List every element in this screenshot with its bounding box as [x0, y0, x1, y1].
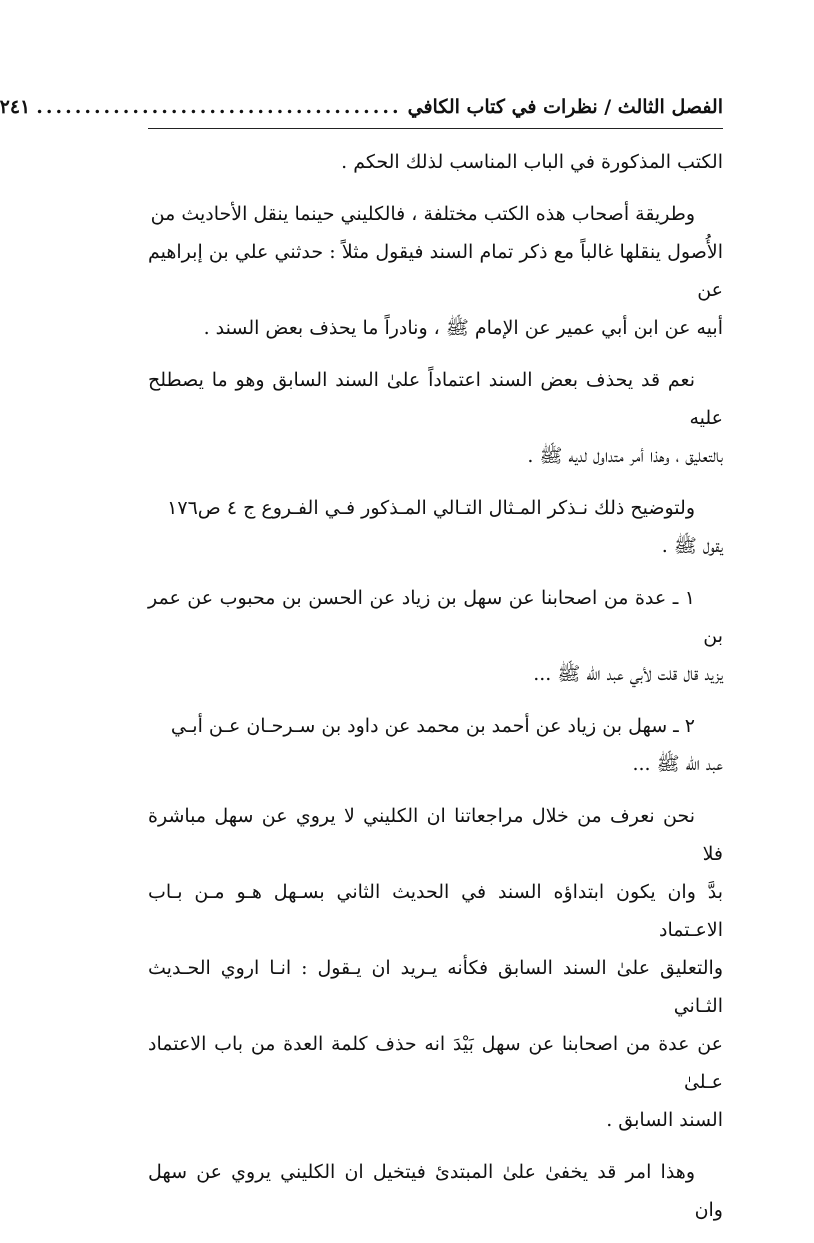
chapter-title: الفصل الثالث / نظرات في كتاب الكافي — [407, 96, 723, 118]
paragraph — [148, 707, 723, 783]
paragraph — [148, 489, 723, 565]
line-text: نحن نعرف من خلال مراجعاتنا ان الكليني لا يروي عن سهل مباشرة فلا — [148, 805, 723, 865]
line-text: والتعليق علىٰ السند السابق فكأنه يـريد ان يـقول : انـا اروي الحـديث الثـاني — [148, 957, 723, 1017]
line-text: يقول ﷺ . — [661, 535, 723, 557]
line-text: نعم قد يحذف بعض السند اعتماداً علىٰ السند السابق وهو ما يصطلح عليه — [148, 369, 723, 429]
text-line — [148, 797, 723, 873]
line-text: وهذا امر قد يخفىٰ علىٰ المبتدئ فيتخيل ان الكليني يروي عن سهل وان — [148, 1161, 723, 1221]
text-line — [148, 949, 723, 1025]
text-line — [148, 1101, 723, 1139]
text-line — [148, 361, 723, 437]
text-line — [148, 143, 723, 181]
paragraph — [148, 195, 723, 347]
line-text: يزيد قال قلت لأبي عبد الله ﷺ ... — [533, 663, 723, 685]
body-text — [148, 143, 723, 1229]
line-text: السند السابق . — [606, 1109, 723, 1131]
line-text: الكتب المذكورة في الباب المناسب لذلك الحكم . — [341, 151, 723, 173]
leader-dots: ...................................... — [36, 96, 402, 118]
text-line — [148, 527, 723, 565]
line-text: بالتعليق ، وهذا أمر متداول لديه ﷺ . — [527, 445, 723, 467]
line-text: ١ ـ عدة من اصحابنا عن سهل بن زياد عن الحسن بن محبوب عن عمر بن — [148, 587, 723, 647]
text-line — [148, 195, 723, 233]
text-line — [148, 655, 723, 693]
text-line — [148, 1025, 723, 1101]
paragraph — [148, 579, 723, 693]
paragraph — [148, 361, 723, 475]
line-text: الأُصول ينقلها غالباً مع ذكر تمام السند فيقول مثلاً : حدثني علي بن إبراهيم عن — [148, 241, 723, 301]
line-text: وطريقة أصحاب هذه الكتب مختلفة ، فالكليني حينما ينقل الأحاديث من — [150, 203, 695, 225]
line-text: أبيه عن ابن أبي عمير عن الإمام ﷺ ، ونادراً ما يحذف بعض السند . — [203, 317, 723, 339]
line-text: ٢ ـ سهل بن زياد عن أحمد بن محمد عن داود بن سـرحـان عـن أبـي — [170, 715, 695, 737]
text-line — [148, 233, 723, 309]
line-text: عن عدة من اصحابنا عن سهل بَيْدَ انه حذف كلمة العدة من باب الاعتماد عـلىٰ — [148, 1033, 723, 1093]
running-header — [0, 92, 723, 129]
text-line — [148, 489, 723, 527]
paragraph — [148, 797, 723, 1139]
book-page — [0, 92, 723, 1243]
paragraph — [148, 143, 723, 181]
text-line — [148, 745, 723, 783]
line-text: عبد الله ﷺ ... — [632, 753, 723, 775]
text-line — [148, 707, 723, 745]
line-text: بدَّ وان يكون ابتداؤه السند في الحديث الثاني بسـهل هـو مـن بـاب الاعـتماد — [148, 881, 723, 941]
line-text: ولتوضيح ذلك نـذكر المـثال التـالي المـذكور فـي الفـروع ج ٤ ص١٧٦ — [167, 497, 695, 519]
text-line — [148, 1153, 723, 1229]
text-line — [148, 873, 723, 949]
text-line — [148, 437, 723, 475]
page-number: ٢٤١ — [0, 96, 31, 118]
text-line — [148, 579, 723, 655]
paragraph — [148, 1153, 723, 1229]
text-line — [148, 309, 723, 347]
